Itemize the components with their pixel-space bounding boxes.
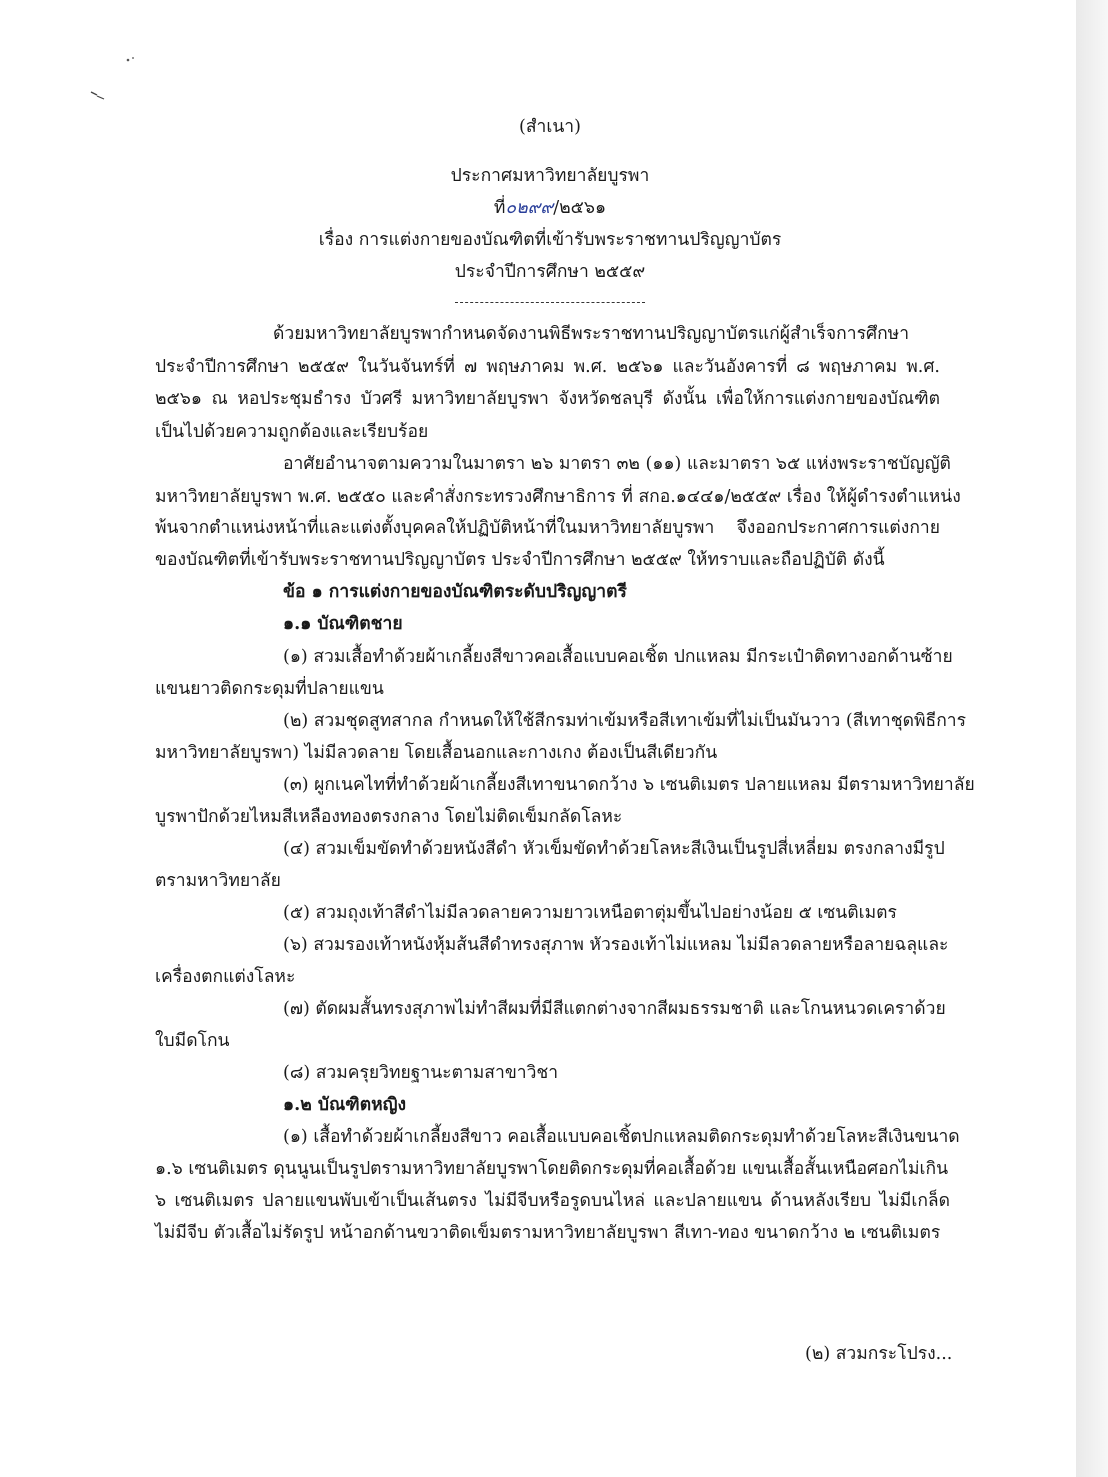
female-item-1-cont: ไม่มีจีบ ตัวเสื้อไม่รัดรูป หน้าอกด้านขวาติดเข็มตรามหาวิทยาลัยบูรพา สีเทา-ทอง ขนาดกว้าง ๒ เซนติเมตร [155, 1223, 941, 1243]
scan-speck-marks [0, 0, 140, 110]
male-item-1-cont: แขนยาวติดกระดุมที่ปลายแขน [155, 679, 384, 699]
announcement-title: ประกาศมหาวิทยาลัยบูรพา [450, 166, 650, 186]
header-divider [455, 302, 645, 303]
female-item-1-cont: ๑.๖ เซนติเมตร ดุนนูนเป็นรูปตรามหาวิทยาลัยบูรพาโดยติดกระดุมที่คอเสื้อด้วย แขนเสื้อสั้นเหนือศอกไม่เกิน [155, 1159, 949, 1179]
announcement-number [0, 196, 1100, 220]
para2-line: อาศัยอำนาจตามความในมาตรา ๒๖ มาตรา ๓๒ (๑๑) และมาตรา ๖๕ แห่งพระราชบัญญัติ [283, 454, 951, 474]
male-item-7: (๗) ตัดผมสั้นทรงสุภาพไม่ทำสีผมที่มีสีแตกต่างจากสีผมธรรมชาติ และโกนหนวดเคราด้วย [283, 999, 946, 1019]
male-item-1: (๑) สวมเสื้อทำด้วยผ้าเกลี้ยงสีขาวคอเสื้อแบบคอเชิ้ต ปกแหลม มีกระเป๋าติดทางอกด้านซ้าย [283, 647, 953, 667]
para2-line: มหาวิทยาลัยบูรพา พ.ศ. ๒๕๕๐ และคำสั่งกระทรวงศึกษาธิการ ที่ สกอ.๑๔๔๑/๒๕๕๙ เรื่อง ให้ผู้ดำรงตำแหน่ง [155, 487, 961, 507]
number-prefix: ที่ [493, 198, 506, 218]
male-item-6: (๖) สวมรองเท้าหนังหุ้มส้นสีดำทรงสุภาพ หัวรองเท้าไม่แหลม ไม่มีลวดลายหรือลายฉลุและ [283, 935, 949, 955]
para2-line: พ้นจากตำแหน่งหน้าที่และแต่งตั้งบุคคลให้ปฏิบัติหน้าที่ในมหาวิทยาลัยบูรพา จึงออกประกาศการแต่งกาย [155, 518, 940, 538]
male-heading: ๑.๑ บัณฑิตชาย [283, 614, 403, 634]
male-item-8: (๘) สวมครุยวิทยฐานะตามสาขาวิชา [283, 1063, 559, 1083]
scanner-edge [1076, 0, 1108, 1477]
female-heading: ๑.๒ บัณฑิตหญิง [283, 1095, 407, 1115]
male-item-6-cont: เครื่องตกแต่งโลหะ [155, 967, 296, 987]
male-item-3: (๓) ผูกเนคไทที่ทำด้วยผ้าเกลี้ยงสีเทาขนาดกว้าง ๖ เซนติเมตร ปลายแหลม มีตรามหาวิทยาลัย [283, 775, 975, 795]
section1-heading: ข้อ ๑ การแต่งกายของบัณฑิตระดับปริญญาตรี [283, 582, 627, 602]
number-suffix: /๒๕๖๑ [553, 198, 607, 218]
male-item-2-cont: มหาวิทยาลัยบูรพา) ไม่มีลวดลาย โดยเสื้อนอกและกางเกง ต้องเป็นสีเดียวกัน [155, 743, 718, 763]
female-item-1-cont: ๖ เซนติเมตร ปลายแขนพับเข้าเป็นเส้นตรง ไม่มีจีบหรือรูดบนไหล่ และปลายแขน ด้านหลังเรียบ ไม่มีเกล็ด [155, 1191, 950, 1211]
para1-line: เป็นไปด้วยความถูกต้องและเรียบร้อย [155, 422, 429, 442]
male-item-4-cont: ตรามหาวิทยาลัย [155, 871, 281, 891]
continuation-note: (๒) สวมกระโปรง... [805, 1344, 953, 1364]
academic-year: ประจำปีการศึกษา ๒๕๕๙ [454, 262, 646, 282]
male-item-5: (๕) สวมถุงเท้าสีดำไม่มีลวดลายความยาวเหนือตาตุ่มขึ้นไปอย่างน้อย ๕ เซนติเมตร [283, 903, 897, 923]
male-item-2: (๒) สวมชุดสูทสากล กำหนดให้ใช้สีกรมท่าเข้มหรือสีเทาเข้มที่ไม่เป็นมันวาว (สีเทาชุดพิธีการ [283, 711, 967, 731]
para1-line: ๒๕๖๑ ณ หอประชุมธำรง บัวศรี มหาวิทยาลัยบูรพา จังหวัดชลบุรี ดังนั้น เพื่อให้การแต่งกายของบัณฑิต [155, 389, 940, 409]
para2-line: ของบัณฑิตที่เข้ารับพระราชทานปริญญาบัตร ประจำปีการศึกษา ๒๕๕๙ ให้ทราบและถือปฏิบัติ ดังนี้ [155, 550, 885, 570]
para1-line: ด้วยมหาวิทยาลัยบูรพากำหนดจัดงานพิธีพระราชทานปริญญาบัตรแก่ผู้สำเร็จการศึกษา [273, 324, 910, 344]
male-item-4: (๔) สวมเข็มขัดทำด้วยหนังสีดำ หัวเข็มขัดทำด้วยโลหะสีเงินเป็นรูปสี่เหลี่ยม ตรงกลางมีรูป [283, 839, 945, 859]
para1-line: ประจำปีการศึกษา ๒๕๕๙ ในวันจันทร์ที่ ๗ พฤษภาคม พ.ศ. ๒๕๖๑ และวันอังคารที่ ๘ พฤษภาคม พ.ศ. [155, 357, 940, 377]
male-item-3-cont: บูรพาปักด้วยไหมสีเหลืองทองตรงกลาง โดยไม่ติดเข็มกลัดโลหะ [155, 807, 623, 827]
copy-mark: (สำเนา) [519, 117, 581, 137]
male-item-7-cont: ใบมีดโกน [155, 1031, 230, 1051]
handwritten-number: ๐๒๙๙ [505, 198, 554, 218]
female-item-1: (๑) เสื้อทำด้วยผ้าเกลี้ยงสีขาว คอเสื้อแบบคอเชิ้ตปกแหลมติดกระดุมทำด้วยโลหะสีเงินขนาด [283, 1127, 960, 1147]
announcement-subject: เรื่อง การแต่งกายของบัณฑิตที่เข้ารับพระราชทานปริญญาบัตร [318, 230, 782, 250]
